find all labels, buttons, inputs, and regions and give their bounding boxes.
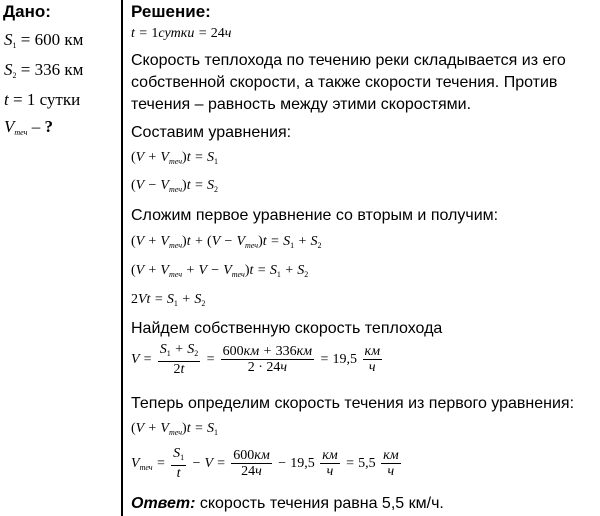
answer-label: Ответ: — [131, 495, 196, 512]
equation-4: $(V + V_{теч} + V - V_{теч})t = S_1 + S_2$ — [131, 263, 309, 279]
step1-text: Составим уравнения: — [131, 124, 292, 141]
equation-8: $V_{теч}$ = $\frac{S_1}{t}$ − V = $\frac{600км}{24ч}$ − 19,5 $\frac{км}{ч}$ = 5,5 $\frac{км}{ч}$ — [131, 446, 399, 481]
given-line-4: $V_{теч}$ – ? — [4, 117, 53, 137]
equation-7: $(V + V_{теч})t = S_1$ — [131, 421, 219, 437]
solution-title: Решение: — [131, 2, 211, 21]
answer-line — [131, 494, 444, 514]
time-conversion: t = 1сутки = 24ч — [131, 26, 232, 41]
paragraph1-line3: течения – равность между этими скоростями. — [131, 96, 472, 113]
equation-6: V = $\frac{S_1 + S_2}{2t}$ = $\frac{600км + 336км}{2 \cdot 24ч}$ = 19,5 $\frac{км}{ч}$ — [131, 342, 381, 377]
equation-1: $(V + V_{теч})t = S_1$ — [131, 150, 219, 166]
given-line-1: $S_1 = 600$ км — [4, 30, 84, 50]
column-divider — [121, 0, 123, 516]
equation-5: $2Vt = S_1 + S_2$ — [131, 292, 206, 308]
answer-text: скорость течения равна 5,5 км/ч. — [195, 495, 444, 512]
given-title: Дано: — [3, 2, 51, 21]
paragraph1-line2: собственной скорости, а также скорости течения. Против — [131, 74, 558, 91]
paragraph1-line1: Скорость теплохода по течению реки складывается из его — [131, 52, 566, 69]
equation-3: $(V + V_{теч})t + (V - V_{теч})t = S_1 + S_2$ — [131, 234, 322, 250]
step4-text: Теперь определим скорость течения из первого уравнения: — [131, 395, 575, 412]
step2-text: Сложим первое уравнение со вторым и получим: — [131, 207, 499, 224]
equation-2: $(V - V_{теч})t = S_2$ — [131, 178, 219, 194]
given-line-3: t = 1 сутки — [4, 90, 81, 109]
given-line-2: $S_2 = 336$ км — [4, 60, 84, 80]
step3-text: Найдем собственную скорость теплохода — [131, 320, 443, 337]
